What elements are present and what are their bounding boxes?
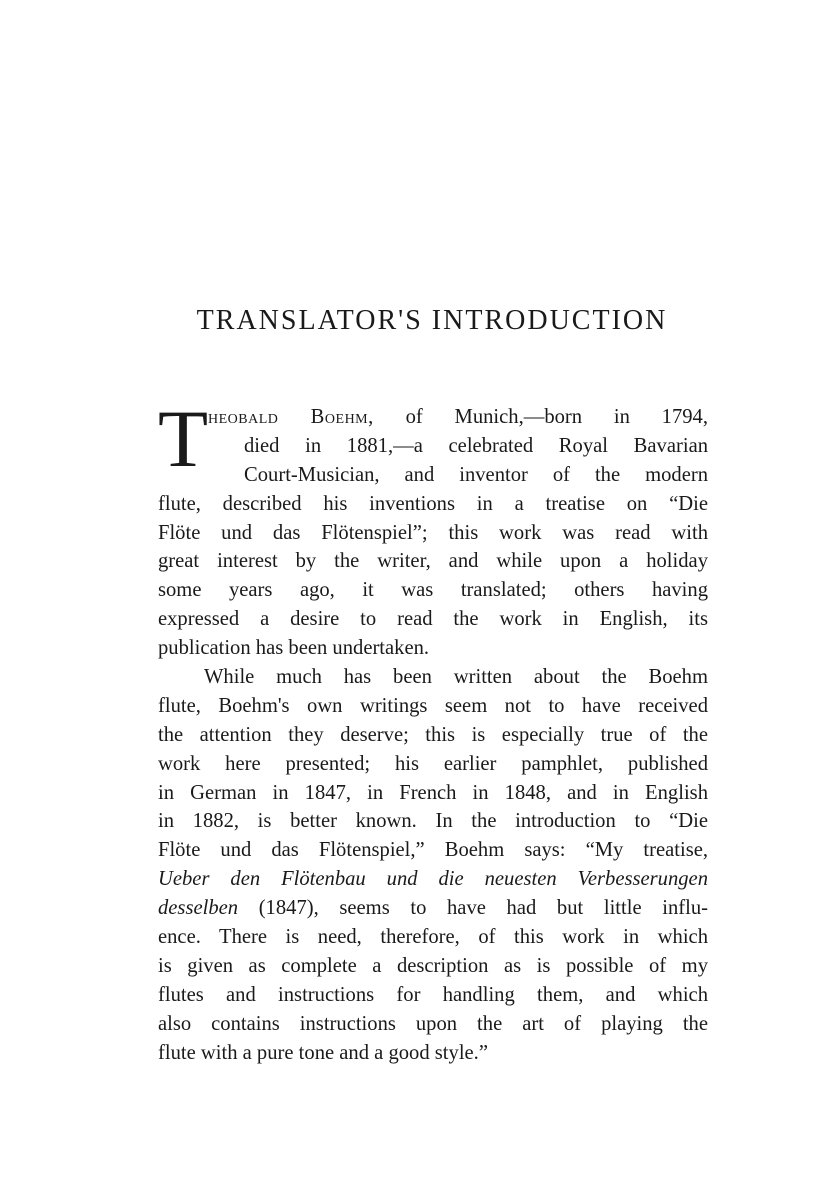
p2-line-2: flute, Boehm's own writings seem not to have received <box>158 694 708 717</box>
p2-line-12: flutes and instructions for handling them, and which <box>158 983 708 1006</box>
p2-line-10: ence. There is need, therefore, of this work in which <box>158 926 708 949</box>
p2-line-4: work here presented; his earlier pamphlet, published <box>158 752 708 775</box>
p2-line-7: Flöte und das Flötenspiel,” Boehm says: “My treatise, <box>158 839 708 862</box>
p2-line-3: the attention they deserve; this is especially true of the <box>158 723 708 746</box>
p2-line-9-rest: (1847), seems to have had but little influ- <box>238 897 708 920</box>
p1-line-4: flute, described his inventions in a treatise on “Die <box>158 492 708 515</box>
book-title-italic: desselben <box>158 897 239 920</box>
p2-line-9 <box>158 894 708 923</box>
p1-line-6: great interest by the writer, and while upon a holiday <box>158 550 708 573</box>
p2-line-1: While much has been written about the Boehm <box>204 666 708 689</box>
author-name: heobald Boehm, <box>208 406 374 428</box>
p1-line-1 <box>158 403 708 432</box>
p1-line-1-rest: of Munich,—born in 1794, <box>405 406 708 428</box>
p2-line-6: in 1882, is better known. In the introduction to “Die <box>158 810 708 833</box>
p1-line-3: Court-Musician, and inventor of the modern <box>244 463 708 486</box>
p2-line-14: flute with a pure tone and a good style.” <box>158 1041 488 1064</box>
p2-line-11: is given as complete a description as is possible of my <box>158 954 708 977</box>
p2-line-8: Ueber den Flötenbau und die neuesten Verbesserungen <box>158 868 708 891</box>
p2-line-5: in German in 1847, in French in 1848, and in English <box>158 781 708 804</box>
p1-line-2: died in 1881,—a celebrated Royal Bavarian <box>244 434 708 457</box>
p1-line-9: publication has been undertaken. <box>158 637 430 660</box>
p1-line-8: expressed a desire to read the work in English, its <box>158 608 708 631</box>
chapter-title: TRANSLATOR'S INTRODUCTION <box>196 305 668 336</box>
p1-line-5: Flöte und das Flötenspiel”; this work was read with <box>158 521 708 544</box>
body-text <box>158 393 708 1067</box>
drop-cap: T <box>158 393 209 484</box>
p2-line-13: also contains instructions upon the art of playing the <box>158 1012 708 1035</box>
p1-line-7: some years ago, it was translated; others having <box>158 579 708 602</box>
